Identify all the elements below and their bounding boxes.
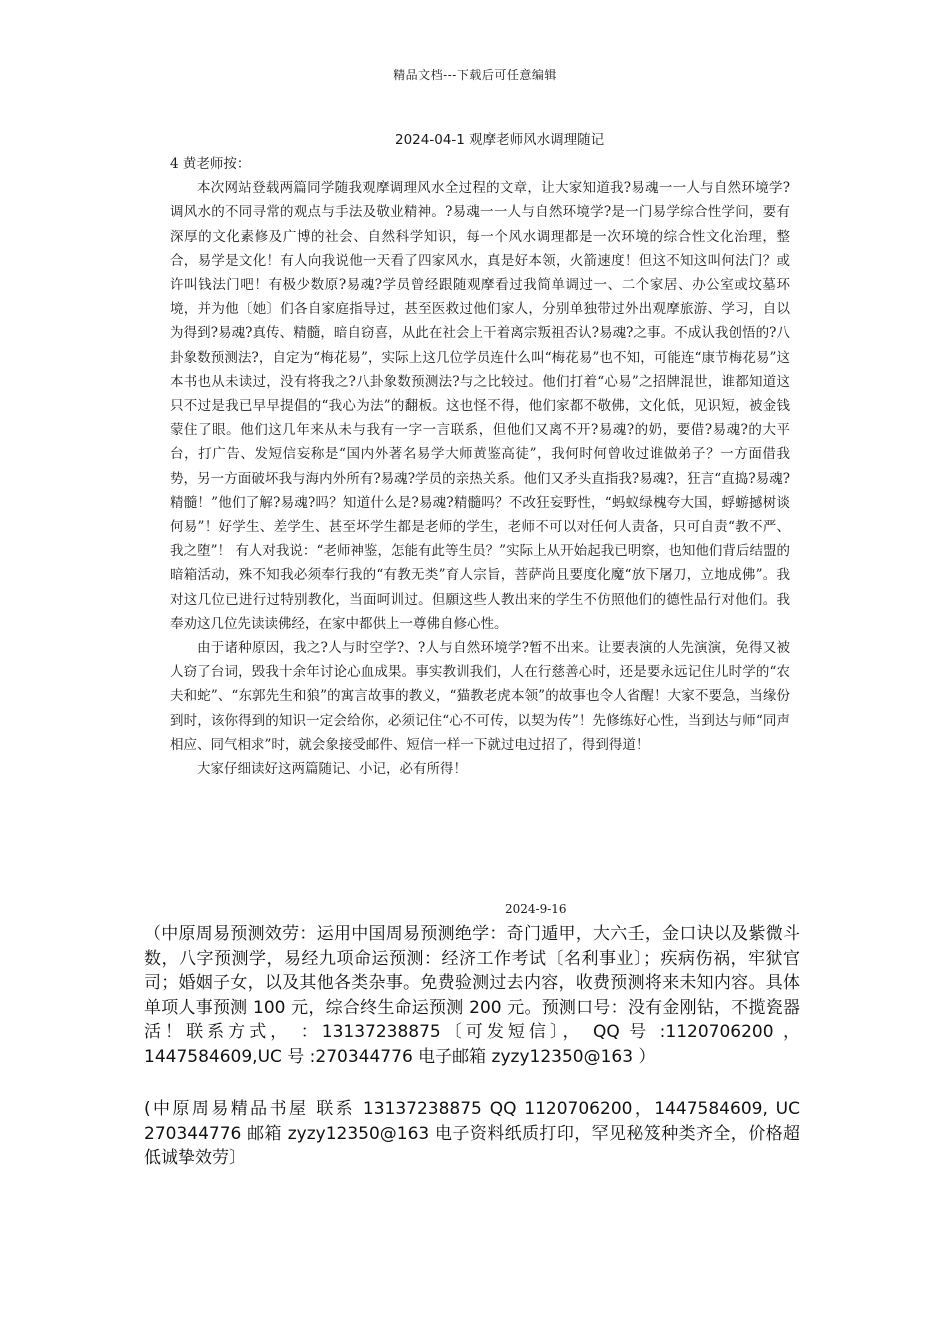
advert-forecast-service (144, 922, 800, 1069)
paragraph-2: 由于诸种原因，我之?人与时空学?、?人与自然环境学?暂不出来。让要表演的人先演演，免得又被人窃了台词，毁我十余年讨论心血成果。事实教训我们，人在行慈善心时，还是要永远记住儿时学的“农夫和蛇”、“东郭先生和狼”的寓言故事的教义，“猫教老虎本领”的故事也令人省醒！大家不要急，当缘份到时，该你得到的知识一定会给你，必须记住“心不可传，以契为传”！先修练好心性，当到达与师“同声相应、同气相求”时，就会象接受邮件、短信一样一下就过电过招了，得到得道！ (170, 640, 790, 753)
advert-bookstore (144, 1097, 800, 1171)
document-date: 2024-9-16 (505, 902, 567, 916)
advert-bookstore-text: (中原周易精品书屋 联系 13137238875 QQ 1120706200，1447584609, UC 270344776 邮箱 zyzy12350@163 电子资料纸质打印，罕见秘笈种类齐全，价格超低诚挚效劳〕 (144, 1099, 800, 1168)
paragraph-3: 大家仔细读好这两篇随记、小记，必有所得！ (197, 761, 467, 778)
document-title: 2024-04-1 观摩老师风水调理随记 (395, 132, 605, 148)
advert-forecast-text: （中原周易预测效劳：运用中国周易预测绝学：奇门遁甲，大六壬，金口诀以及紫微斗数，八字预测学，易经九项命运预测：经济工作考试〔名利事业〕；疾病伤祸，牢狱官司；婚姻子女，以及其他各类杂事。免费验测过去内容，收费预测将来未知内容。具体单项人事预测 100 元，综合终生命运预测 200 元。预测口号：没有金刚钻，不揽瓷器活！联系方式， ：13137238875〔可发短信〕， QQ 号 :1120706200 ， 1447584609,UC 号 :270344776 电子邮箱 zyzy12350@163 ） (144, 924, 800, 1067)
author-note-heading: 4 黄老师按： (170, 156, 251, 172)
paragraph-1: 本次网站登载两篇同学随我观摩调理风水全过程的文章，让大家知道我?易魂一一人与自然环境学?调风水的不同寻常的观点与手法及敬业精神。?易魂一一人与自然环境学?是一门易学综合性学问，要有深厚的文化素修及广博的社会、自然科学知识，每一个风水调理都是一次环境的综合性文化治理，整合，易学是文化！有人向我说他一天看了四家风水，真是好本领，火箭速度！但这不知这叫何法门？或许叫钱法门吧！有极少数原?易魂?学员曾经跟随观摩看过我简单调过一、二个家居、办公室或坟墓环境，并为他〔她〕们各自家庭指导过，甚至医救过他们家人，分别单独带过外出观摩旅游、学习，自以为得到?易魂?真传、精髓，暗自窃喜，从此在社会上干着离宗叛祖否认?易魂?之事。不成认我创悟的?八卦象数预测法?，自定为“梅花易”，实际上这几位学员连什么叫“梅花易”也不知，可能连“康节梅花易”这本书也从未读过，没有将我之?八卦象数预测法?与之比较过。他们打着“心易”之招牌混世，谁都知道这只不过是我已早早提倡的“我心为法”的翻板。这也怪不得，他们家都不敬佛，文化低，见识短，被金钱蒙住了眼。他们这几年来从未与我有一字一言联系，但他们又离不开?易魂?的奶，要借?易魂?的大平台，打广告、发短信妄称是“国内外著名易学大师黄鉴高徒”，我何时何曾收过谁做弟子？一方面借我势，另一方面破坏我与海内外所有?易魂?学员的亲热关系。他们又矛头直指我?易魂?，狂言“直捣?易魂?精髓！”他们了解?易魂?吗？知道什么是?易魂?精髓吗？不改狂妄野性，“蚂蚁绿槐夸大国，蜉蝣撼树谈何易”！好学生、差学生、甚至坏学生都是老师的学生，老师不可以对任何人责备，只可自责“教不严、我之堕”！ 有人对我说：“老师神鉴，怎能有此等生员？”实际上从开始起我已明察，也知他们背后结盟的暗箱活动，殊不知我必须奉行我的“有教无类”育人宗旨，菩萨尚且要度化魔“放下屠刀，立地成佛”。我对这几位已进行过特别教化，当面呵训过。但願这些人教出来的学生不仿照他们的德性品行对他们。我奉劝这几位先读读佛经，在家中都供上一尊佛自修心性。 (170, 180, 790, 632)
page-header: 精品文档---下载后可任意编辑 (393, 68, 557, 82)
document-body (170, 152, 790, 781)
